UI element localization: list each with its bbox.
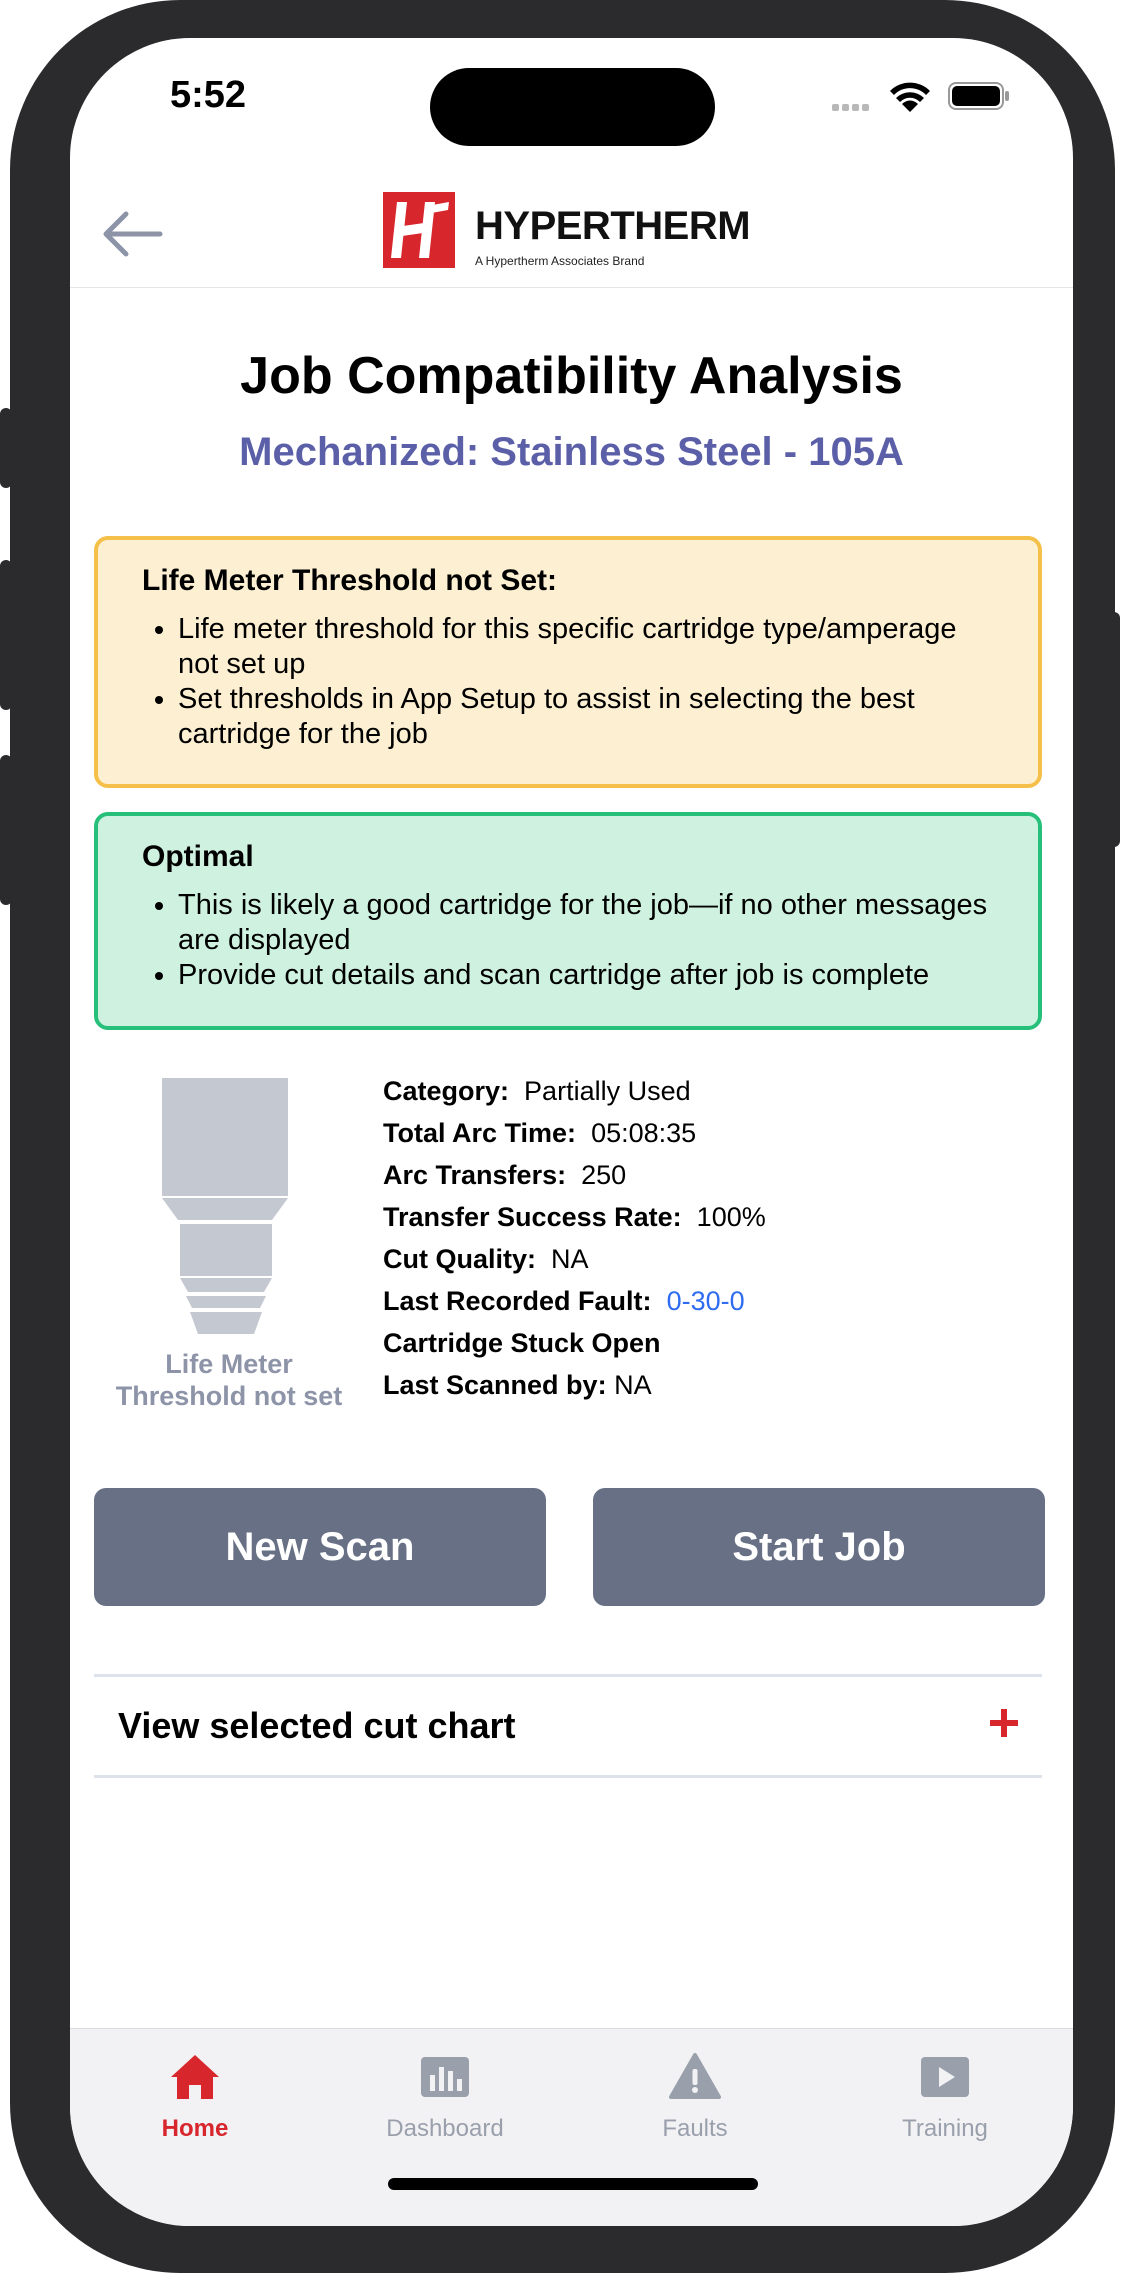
- detail-label: Category:: [383, 1076, 510, 1106]
- battery-icon: [948, 82, 1010, 110]
- detail-scanned-by: [383, 1364, 1043, 1406]
- cut-chart-label: View selected cut chart: [118, 1705, 516, 1746]
- detail-arc-time: [383, 1112, 1043, 1154]
- detail-label: Last Scanned by:: [383, 1370, 607, 1400]
- job-subtitle: Mechanized: Stainless Steel - 105A: [239, 430, 904, 474]
- detail-stuck-open: [383, 1322, 1043, 1364]
- cartridge-label-line2: Threshold not set: [115, 1381, 343, 1411]
- tab-home[interactable]: [95, 2049, 295, 2149]
- cartridge-details: [383, 1070, 1043, 1406]
- detail-arc-transfers: [383, 1154, 1043, 1196]
- logo-tagline: A Hypertherm Associates Brand: [475, 254, 645, 268]
- card-title: Life Meter Threshold not Set:: [142, 564, 558, 597]
- detail-value: 100%: [696, 1202, 766, 1232]
- detail-label: Arc Transfers:: [383, 1160, 567, 1190]
- phone-frame: [10, 0, 1115, 2273]
- cartridge-icon: [110, 1078, 340, 1338]
- tab-label: Home: [161, 2115, 229, 2142]
- detail-value: NA: [551, 1244, 589, 1274]
- detail-cut-quality: [383, 1238, 1043, 1280]
- back-arrow-icon[interactable]: [100, 208, 164, 260]
- card-bullet: • Life meter threshold for this specific cartridge type/amperage not set up: [178, 612, 998, 682]
- card-bullet: • Provide cut details and scan cartridge after job is complete: [178, 958, 998, 993]
- card-title: Optimal: [142, 840, 254, 873]
- home-icon: [167, 2049, 223, 2105]
- tab-label: Training: [902, 2115, 988, 2142]
- tab-label: Dashboard: [386, 2115, 504, 2142]
- status-time: 5:52: [170, 74, 247, 116]
- screen: [70, 38, 1073, 2226]
- wifi-icon: [888, 78, 932, 114]
- detail-value: 05:08:35: [591, 1118, 697, 1148]
- tab-bar: [70, 2028, 1073, 2226]
- detail-value: Partially Used: [524, 1076, 691, 1106]
- cartridge-label-line1: Life Meter: [165, 1349, 293, 1379]
- logo-wordmark: HYPERTHERM: [475, 204, 751, 248]
- detail-value: 250: [581, 1160, 627, 1190]
- new-scan-button[interactable]: New Scan: [94, 1488, 546, 1606]
- threshold-warning-card: [94, 536, 1042, 788]
- signal-icon: [832, 98, 880, 110]
- detail-label: Last Recorded Fault:: [383, 1286, 652, 1316]
- start-job-button[interactable]: Start Job: [593, 1488, 1045, 1606]
- detail-category: [383, 1070, 1043, 1112]
- detail-label: Cartridge Stuck Open: [383, 1328, 661, 1358]
- detail-label: Total Arc Time:: [383, 1118, 577, 1148]
- bar-chart-icon: [417, 2049, 473, 2105]
- plus-icon[interactable]: [988, 1707, 1020, 1739]
- tab-label: Faults: [662, 2115, 728, 2142]
- side-button-silent: [0, 408, 12, 488]
- detail-last-fault: [383, 1280, 1043, 1322]
- home-indicator: [388, 2178, 758, 2190]
- play-icon: [917, 2049, 973, 2105]
- warning-icon: [667, 2049, 723, 2105]
- tab-dashboard[interactable]: [345, 2049, 545, 2149]
- hypertherm-logo: [383, 192, 763, 276]
- tab-training[interactable]: [845, 2049, 1045, 2149]
- side-button-volume-up: [0, 560, 12, 710]
- card-bullet: • This is likely a good cartridge for the job—if no other messages are displayed: [178, 888, 998, 958]
- detail-label: Cut Quality:: [383, 1244, 536, 1274]
- cartridge-status-label: [94, 1348, 364, 1412]
- tab-faults[interactable]: [595, 2049, 795, 2149]
- hypertherm-logo-mark-icon: [383, 192, 455, 268]
- optimal-status-card: [94, 812, 1042, 1030]
- detail-value: NA: [614, 1370, 652, 1400]
- side-button-volume-down: [0, 755, 12, 905]
- card-bullet: • Set thresholds in App Setup to assist in selecting the best cartridge for the job: [178, 682, 998, 752]
- cut-chart-accordion[interactable]: [94, 1674, 1042, 1778]
- detail-label: Transfer Success Rate:: [383, 1202, 682, 1232]
- side-button-power: [1108, 612, 1120, 847]
- detail-success-rate: [383, 1196, 1043, 1238]
- page-title: Job Compatibility Analysis: [240, 347, 903, 405]
- dynamic-island: [430, 68, 715, 146]
- fault-code-link[interactable]: 0-30-0: [666, 1286, 745, 1316]
- app-header: [70, 148, 1073, 288]
